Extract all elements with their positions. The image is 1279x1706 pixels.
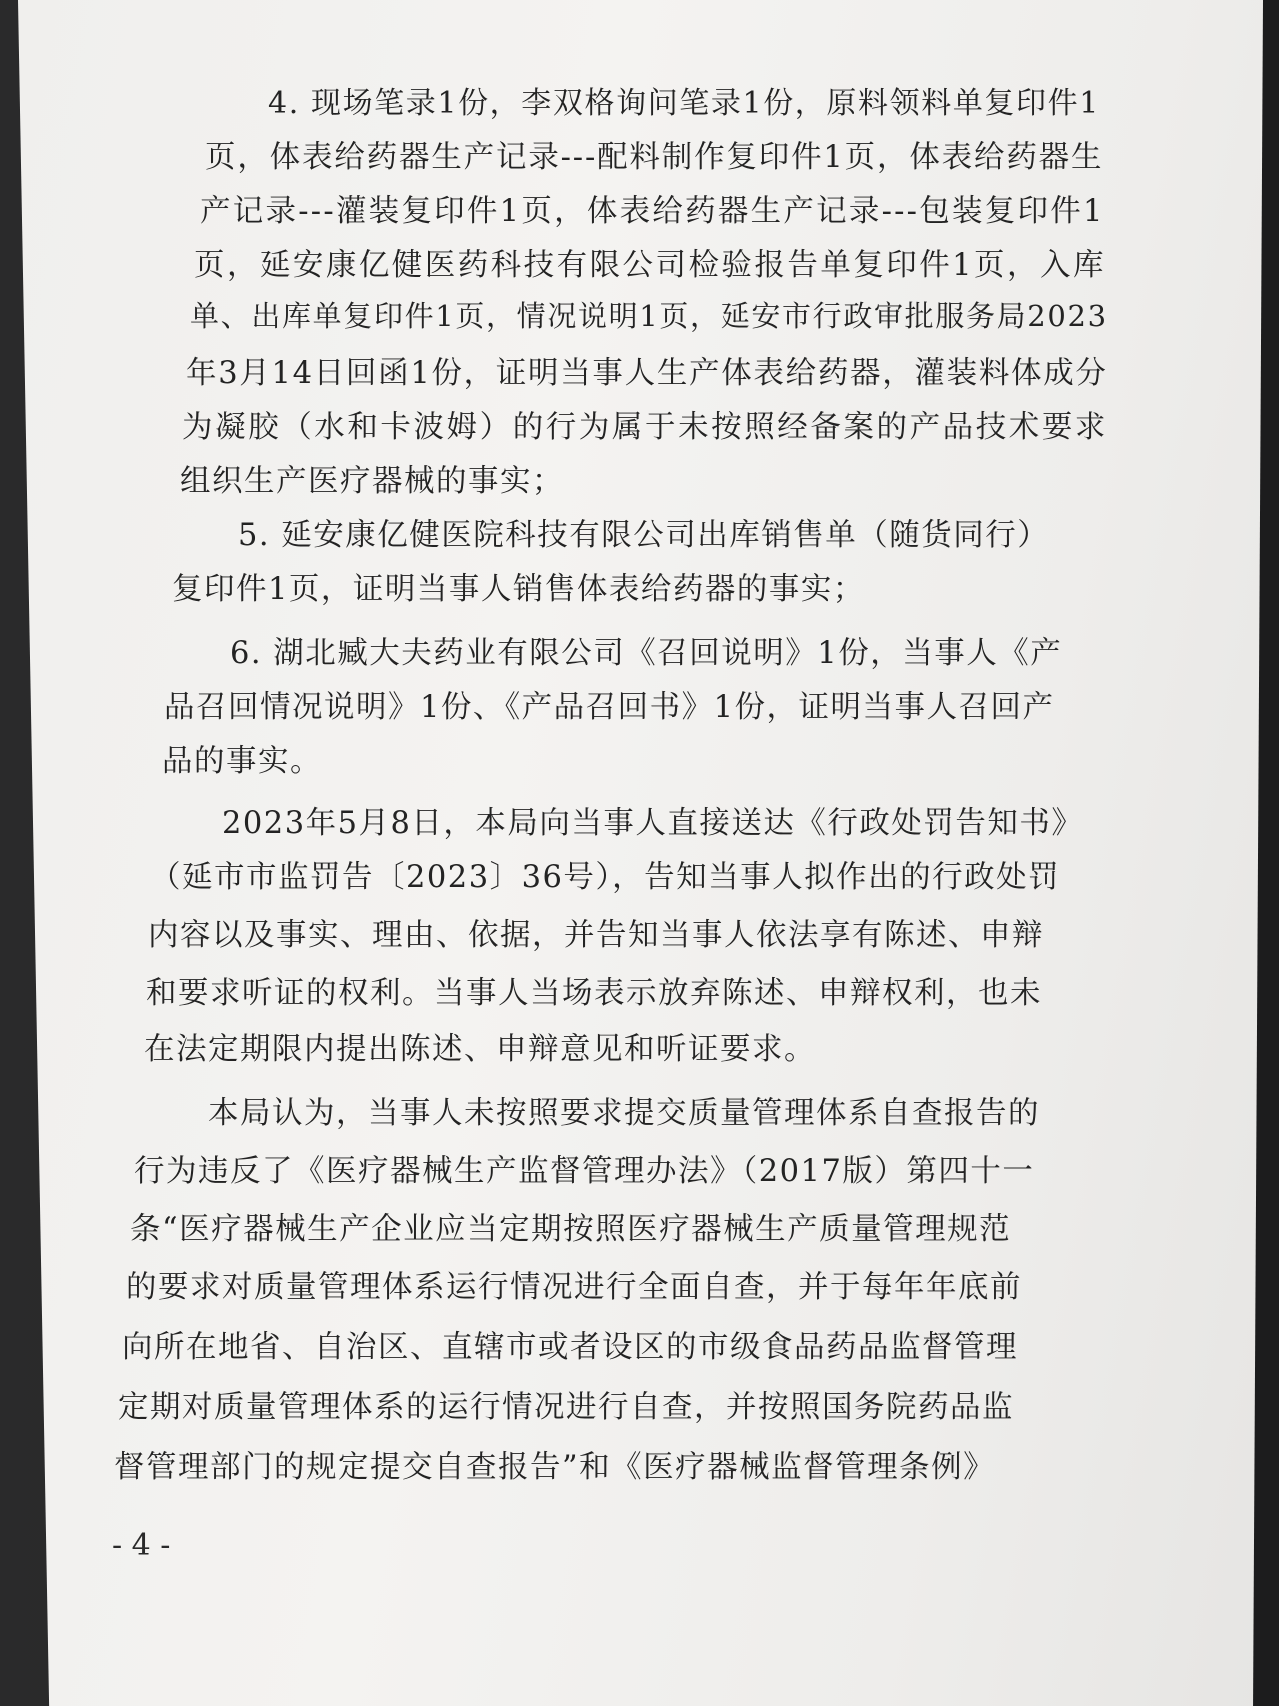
text-line: 定期对质量管理体系的运行情况进行自查，并按照国务院药品监 (118, 1390, 1014, 1425)
text-line: 6. 湖北臧大夫药业有限公司《召回说明》1份，当事人《产 (230, 636, 1063, 671)
text-line: 向所在地省、自治区、直辖市或者设区的市级食品药品监督管理 (122, 1330, 1018, 1365)
text-line: 5. 延安康亿健医院科技有限公司出库销售单（随货同行） (238, 518, 1050, 553)
text-line: 页，体表给药器生产记录---配料制作复印件1页，体表给药器生 (205, 140, 1104, 175)
text-line: 复印件1页，证明当事人销售体表给药器的事实； (172, 572, 865, 607)
text-line: 的要求对质量管理体系运行情况进行全面自查，并于每年年底前 (126, 1270, 1022, 1305)
text-line: 单、出库单复印件1页，情况说明1页，延安市行政审批服务局2023 (190, 299, 1108, 333)
text-line: 在法定期限内提出陈述、申辩意见和听证要求。 (144, 1032, 816, 1067)
text-line: 年3月14日回函1份，证明当事人生产体表给药器，灌装料体成分 (186, 356, 1108, 391)
text-line: 内容以及事实、理由、依据，并告知当事人依法享有陈述、申辩 (148, 918, 1044, 953)
text-line: （延市市监罚告〔2023〕36号），告知当事人拟作出的行政处罚 (150, 860, 1061, 895)
text-line: 行为违反了《医疗器械生产监督管理办法》（2017版）第四十一 (134, 1154, 1035, 1189)
text-line: 组织生产医疗器械的事实； (180, 464, 564, 499)
text-line: 品的事实。 (162, 744, 322, 779)
text-line: 条“医疗器械生产企业应当定期按照医疗器械生产质量管理规范 (130, 1212, 1012, 1247)
text-line: 和要求听证的权利。当事人当场表示放弃陈述、申辩权利，也未 (146, 976, 1042, 1011)
text-line: 产记录---灌装复印件1页，体表给药器生产记录---包装复印件1 (200, 194, 1105, 229)
text-line: 4. 现场笔录1份，李双格询问笔录1份，原料领料单复印件1 (268, 86, 1100, 121)
text-line: 为凝胶（水和卡波姆）的行为属于未按照经备案的产品技术要求 (182, 410, 1108, 445)
text-line: 品召回情况说明》1份、《产品召回书》1份，证明当事人召回产 (164, 690, 1055, 725)
text-line: 2023年5月8日，本局向当事人直接送达《行政处罚告知书》 (222, 806, 1084, 841)
text-line: 本局认为，当事人未按照要求提交质量管理体系自查报告的 (208, 1096, 1040, 1131)
text-line: 页，延安康亿健医药科技有限公司检验报告单复印件1页，入库 (194, 248, 1106, 283)
text-line: 督管理部门的规定提交自查报告”和《医疗器械监督管理条例》 (114, 1450, 996, 1485)
page-number: - 4 - (112, 1528, 171, 1563)
